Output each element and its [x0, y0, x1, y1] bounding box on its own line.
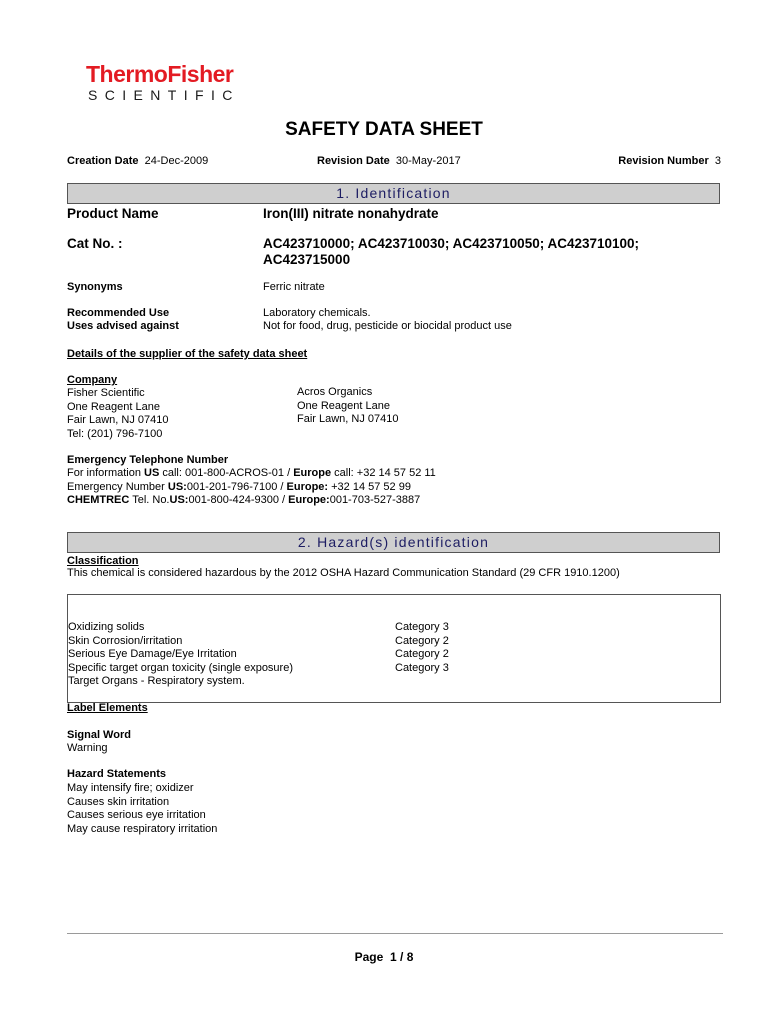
- revision-number-label: Revision Number: [618, 155, 709, 167]
- creation-date-value: 24-Dec-2009: [144, 155, 209, 167]
- creation-date-label: Creation Date: [67, 155, 139, 167]
- company-heading: Company: [67, 374, 118, 386]
- hazard-statement: May cause respiratory irritation: [67, 822, 218, 835]
- recommended-use-label: Recommended Use: [67, 307, 170, 319]
- product-name-value: Iron(III) nitrate nonahydrate: [263, 206, 439, 221]
- hazard-category: Category 2: [395, 634, 449, 647]
- hazard-statement: Causes skin irritation: [67, 795, 170, 808]
- region-europe: Europe:: [288, 494, 330, 506]
- page-total: 8: [406, 950, 414, 964]
- text: Emergency Number: [67, 480, 168, 493]
- signal-word-value: Warning: [67, 742, 108, 754]
- uses-advised-against-value: Not for food, drug, pesticide or biocidal product use: [263, 320, 512, 332]
- hazard-statement: Causes serious eye irritation: [67, 809, 206, 821]
- text: call: 001-800-ACROS-01 /: [159, 467, 294, 479]
- emergency-block: [67, 467, 436, 508]
- text: For information: [67, 467, 145, 479]
- region-us: US: [144, 467, 160, 479]
- classification-text: This chemical is considered hazardous by the 2012 OSHA Hazard Communication Standard (29 CFR 1910.1200): [67, 567, 620, 579]
- company-fisher-phone: Tel: (201) 796-7100: [67, 427, 163, 440]
- company-fisher-line: Fisher Scientific: [67, 387, 145, 399]
- region-us: US:: [167, 480, 187, 493]
- cat-no-line1: AC423710000; AC423710030; AC423710050; AC423710100;: [263, 236, 640, 251]
- hazard-name: Oxidizing solids: [68, 621, 145, 633]
- text: +32 14 57 52 99: [328, 480, 411, 493]
- chemtrec: CHEMTREC: [67, 494, 130, 506]
- page-current: 1: [389, 950, 397, 964]
- page-number: Page 1 / 8: [354, 950, 414, 964]
- hazard-category: Category 3: [395, 661, 449, 674]
- text: 001-703-527-3887: [329, 494, 421, 506]
- classification-heading: Classification: [67, 555, 139, 567]
- company-fisher-block: [67, 387, 169, 441]
- section-2-header: 2. Hazard(s) identification: [67, 532, 720, 553]
- region-us: US:: [169, 494, 189, 506]
- hazard-categories: [395, 621, 449, 675]
- footer-divider: [67, 933, 723, 934]
- signal-word-label: Signal Word: [67, 729, 131, 741]
- text: call: +32 14 57 52 11: [331, 467, 436, 479]
- text: 001-800-424-9300 /: [188, 494, 289, 506]
- logo-subtitle: SCIENTIFIC: [88, 87, 240, 103]
- region-europe: Europe:: [286, 480, 329, 493]
- company-acros-line: One Reagent Lane: [297, 399, 390, 412]
- product-name-label: Product Name: [67, 206, 159, 221]
- synonyms-value: Ferric nitrate: [263, 281, 325, 293]
- emergency-line-info: [67, 467, 436, 481]
- page-label: Page: [354, 950, 384, 964]
- supplier-heading: Details of the supplier of the safety data sheet: [67, 348, 308, 360]
- emergency-line-number: [67, 481, 436, 495]
- hazard-statement: May intensify fire; oxidizer: [67, 782, 194, 794]
- uses-advised-against-label: Uses advised against: [67, 320, 179, 332]
- hazard-statements-label: Hazard Statements: [67, 768, 167, 780]
- cat-no-label: Cat No. :: [67, 236, 123, 251]
- revision-date-label: Revision Date: [317, 155, 390, 167]
- company-acros-line: Fair Lawn, NJ 07410: [297, 413, 399, 425]
- hazard-name: Specific target organ toxicity (single exposure): [68, 661, 293, 674]
- document-title: SAFETY DATA SHEET: [285, 119, 483, 140]
- text: 001-201-796-7100 /: [186, 480, 287, 493]
- hazard-category: Category 3: [395, 621, 449, 633]
- revision-date-value: 30-May-2017: [395, 155, 461, 167]
- recommended-use-value: Laboratory chemicals.: [263, 307, 371, 319]
- logo-wordmark: ThermoFisher: [86, 61, 234, 87]
- revision-date: [317, 154, 461, 168]
- company-acros-line: Acros Organics: [297, 386, 373, 398]
- emergency-heading: Emergency Telephone Number: [67, 454, 229, 466]
- revision-number: [618, 154, 721, 168]
- cat-no-line2: AC423715000: [263, 252, 351, 267]
- emergency-line-chemtrec: [67, 494, 436, 508]
- hazard-category: Category 2: [395, 648, 449, 660]
- hazard-name: Serious Eye Damage/Eye Irritation: [68, 648, 237, 660]
- company-fisher-line: One Reagent Lane: [67, 400, 160, 413]
- creation-date: [67, 154, 208, 168]
- company-fisher-line: Fair Lawn, NJ 07410: [67, 414, 169, 426]
- target-organs: Target Organs - Respiratory system.: [68, 675, 245, 687]
- hazard-statements-list: [67, 782, 217, 836]
- text: Tel. No.: [129, 494, 170, 506]
- company-acros-block: [297, 386, 399, 427]
- revision-number-value: 3: [714, 155, 721, 167]
- region-europe: Europe: [293, 467, 332, 479]
- hazard-names: [68, 621, 293, 689]
- section-1-header: 1. Identification: [67, 183, 720, 204]
- hazard-name: Skin Corrosion/irritation: [68, 634, 183, 647]
- label-elements-heading: Label Elements: [67, 702, 148, 714]
- synonyms-label: Synonyms: [67, 281, 123, 293]
